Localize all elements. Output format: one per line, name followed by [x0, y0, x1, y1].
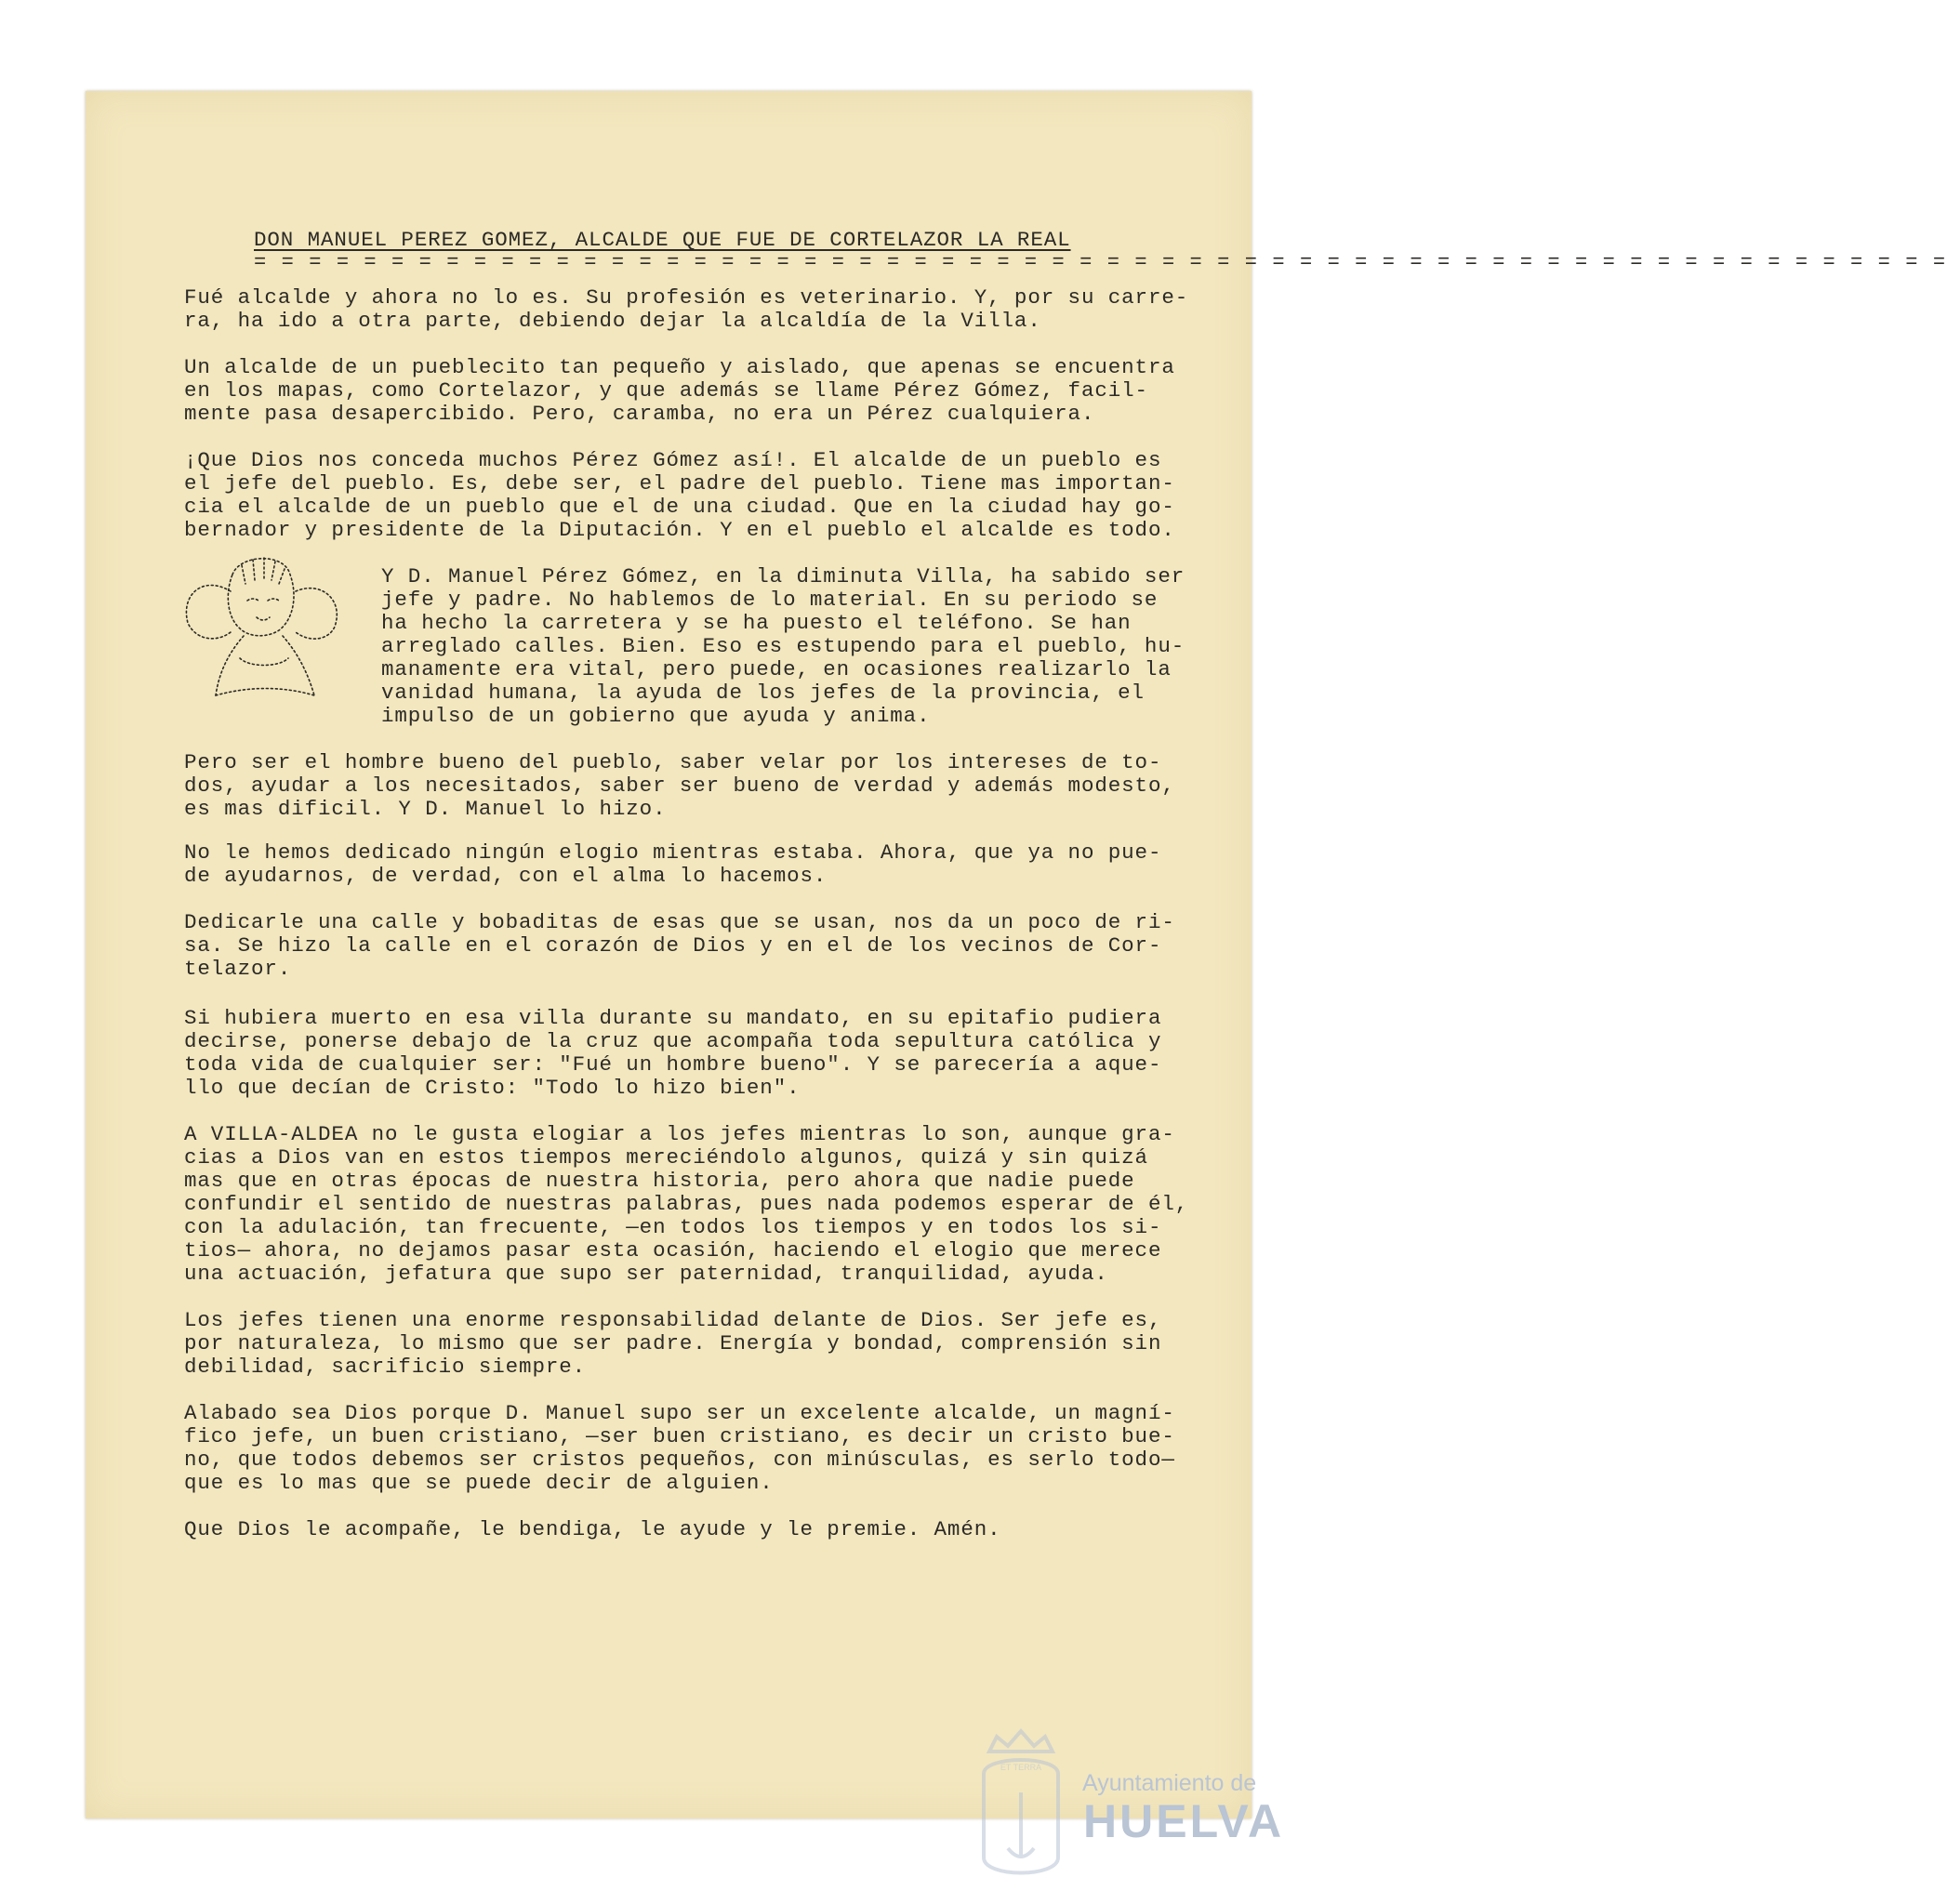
- watermark-line-2: HUELVA: [1083, 1795, 1285, 1847]
- paragraph-1: Fué alcalde y ahora no lo es. Su profesión es veterinario. Y, por su carre- ra, ha ido a otra parte, debiendo dejar la alcaldía de la Villa.: [184, 285, 1189, 333]
- title-double-underline: = = = = = = = = = = = = = = = = = = = = = = = = = = = = = = = = = = = = = = = = = = = = = = = = = = = = = = = = = = = = = =: [254, 251, 1947, 274]
- paragraph-6: No le hemos dedicado ningún elogio mientras estaba. Ahora, que ya no pue- de ayudarnos, de verdad, con el alma lo hacemos.: [184, 840, 1162, 888]
- watermark-line-1: Ayuntamiento de: [1082, 1770, 1257, 1796]
- paragraph-10: Los jefes tienen una enorme responsabilidad delante de Dios. Ser jefe es, por naturaleza, lo mismo que ser padre. Energía y bondad, comprensión sin debilidad, sacrificio siempre.: [184, 1308, 1162, 1379]
- angel-sketch-icon: [175, 547, 351, 705]
- paragraph-8: Si hubiera muerto en esa villa durante su mandato, en su epitafio pudiera decirse, ponerse debajo de la cruz que acompaña toda sepultura católica y toda vida de cualquier ser: "Fué un hombre bueno". Y se parecería a aque- llo que decían de Cristo: "Todo lo hizo bien".: [184, 1006, 1162, 1100]
- paragraph-7: Dedicarle una calle y bobaditas de esas que se usan, nos da un poco de ri- sa. Se hizo la calle en el corazón de Dios y en el de los vecinos de Cor- telazor.: [184, 910, 1175, 981]
- paragraph-12: Que Dios le acompañe, le bendiga, le ayude y le premie. Amén.: [184, 1517, 1001, 1541]
- paragraph-11: Alabado sea Dios porque D. Manuel supo ser un excelente alcalde, un magní- fico jefe, un buen cristiano, —ser buen cristiano, es decir un cristo bue- no, que todos debemos ser cristos pequeños, con minúsculas, es serlo todo— que es lo mas que se puede decir de alguien.: [184, 1401, 1175, 1495]
- document-title: DON MANUEL PEREZ GOMEZ, ALCALDE QUE FUE DE CORTELAZOR LA REAL: [254, 228, 1071, 252]
- paragraph-4: Y D. Manuel Pérez Gómez, en la diminuta Villa, ha sabido ser jefe y padre. No hablemos de lo material. En su periodo se ha hecho la carretera y se ha puesto el teléfono. Se han arreglado calles. Bien. Eso es estupendo para el pueblo, hu- manamente era vital, pero puede, en ocasiones realizarlo la vanidad humana, la ayuda de los jefes de la provincia, el impulso de un gobierno que ayuda y anima.: [381, 564, 1185, 728]
- crest-motto: ET TERRA: [1000, 1763, 1042, 1772]
- paragraph-2: Un alcalde de un pueblecito tan pequeño y aislado, que apenas se encuentra en los mapas, como Cortelazor, y que además se llame Pérez Gómez, facil- mente pasa desapercibido. Pero, caramba, no era un Pérez cualquiera.: [184, 355, 1175, 426]
- paragraph-5: Pero ser el hombre bueno del pueblo, saber velar por los intereses de to- dos, ayudar a los necesitados, saber ser bueno de verdad y además modesto, es mas dificil. Y D. Manuel lo hizo.: [184, 750, 1175, 821]
- paragraph-9: A VILLA-ALDEA no le gusta elogiar a los jefes mientras lo son, aunque gra- cias a Dios van en estos tiempos mereciéndolo algunos, quizá y sin quizá mas que en otras épocas de nuestra historia, pero ahora que nadie puede confundir el sentido de nuestras palabras, pues nada podemos esperar de él, con la adulación, tan frecuente, —en todos los tiempos y en todos los si- tios— ahora, no dejamos pasar esta ocasión, haciendo el elogio que merece una actuación, jefatura que supo ser paternidad, tranquilidad, ayuda.: [184, 1122, 1189, 1286]
- paragraph-3: ¡Que Dios nos conceda muchos Pérez Gómez así!. El alcalde de un pueblo es el jefe del pueblo. Es, debe ser, el padre del pueblo. Tiene mas importan- cia el alcalde de un pueblo que el de una ciudad. Que en la ciudad hay go- bernador y presidente de la Diputación. Y en el pueblo el alcalde es todo.: [184, 448, 1175, 542]
